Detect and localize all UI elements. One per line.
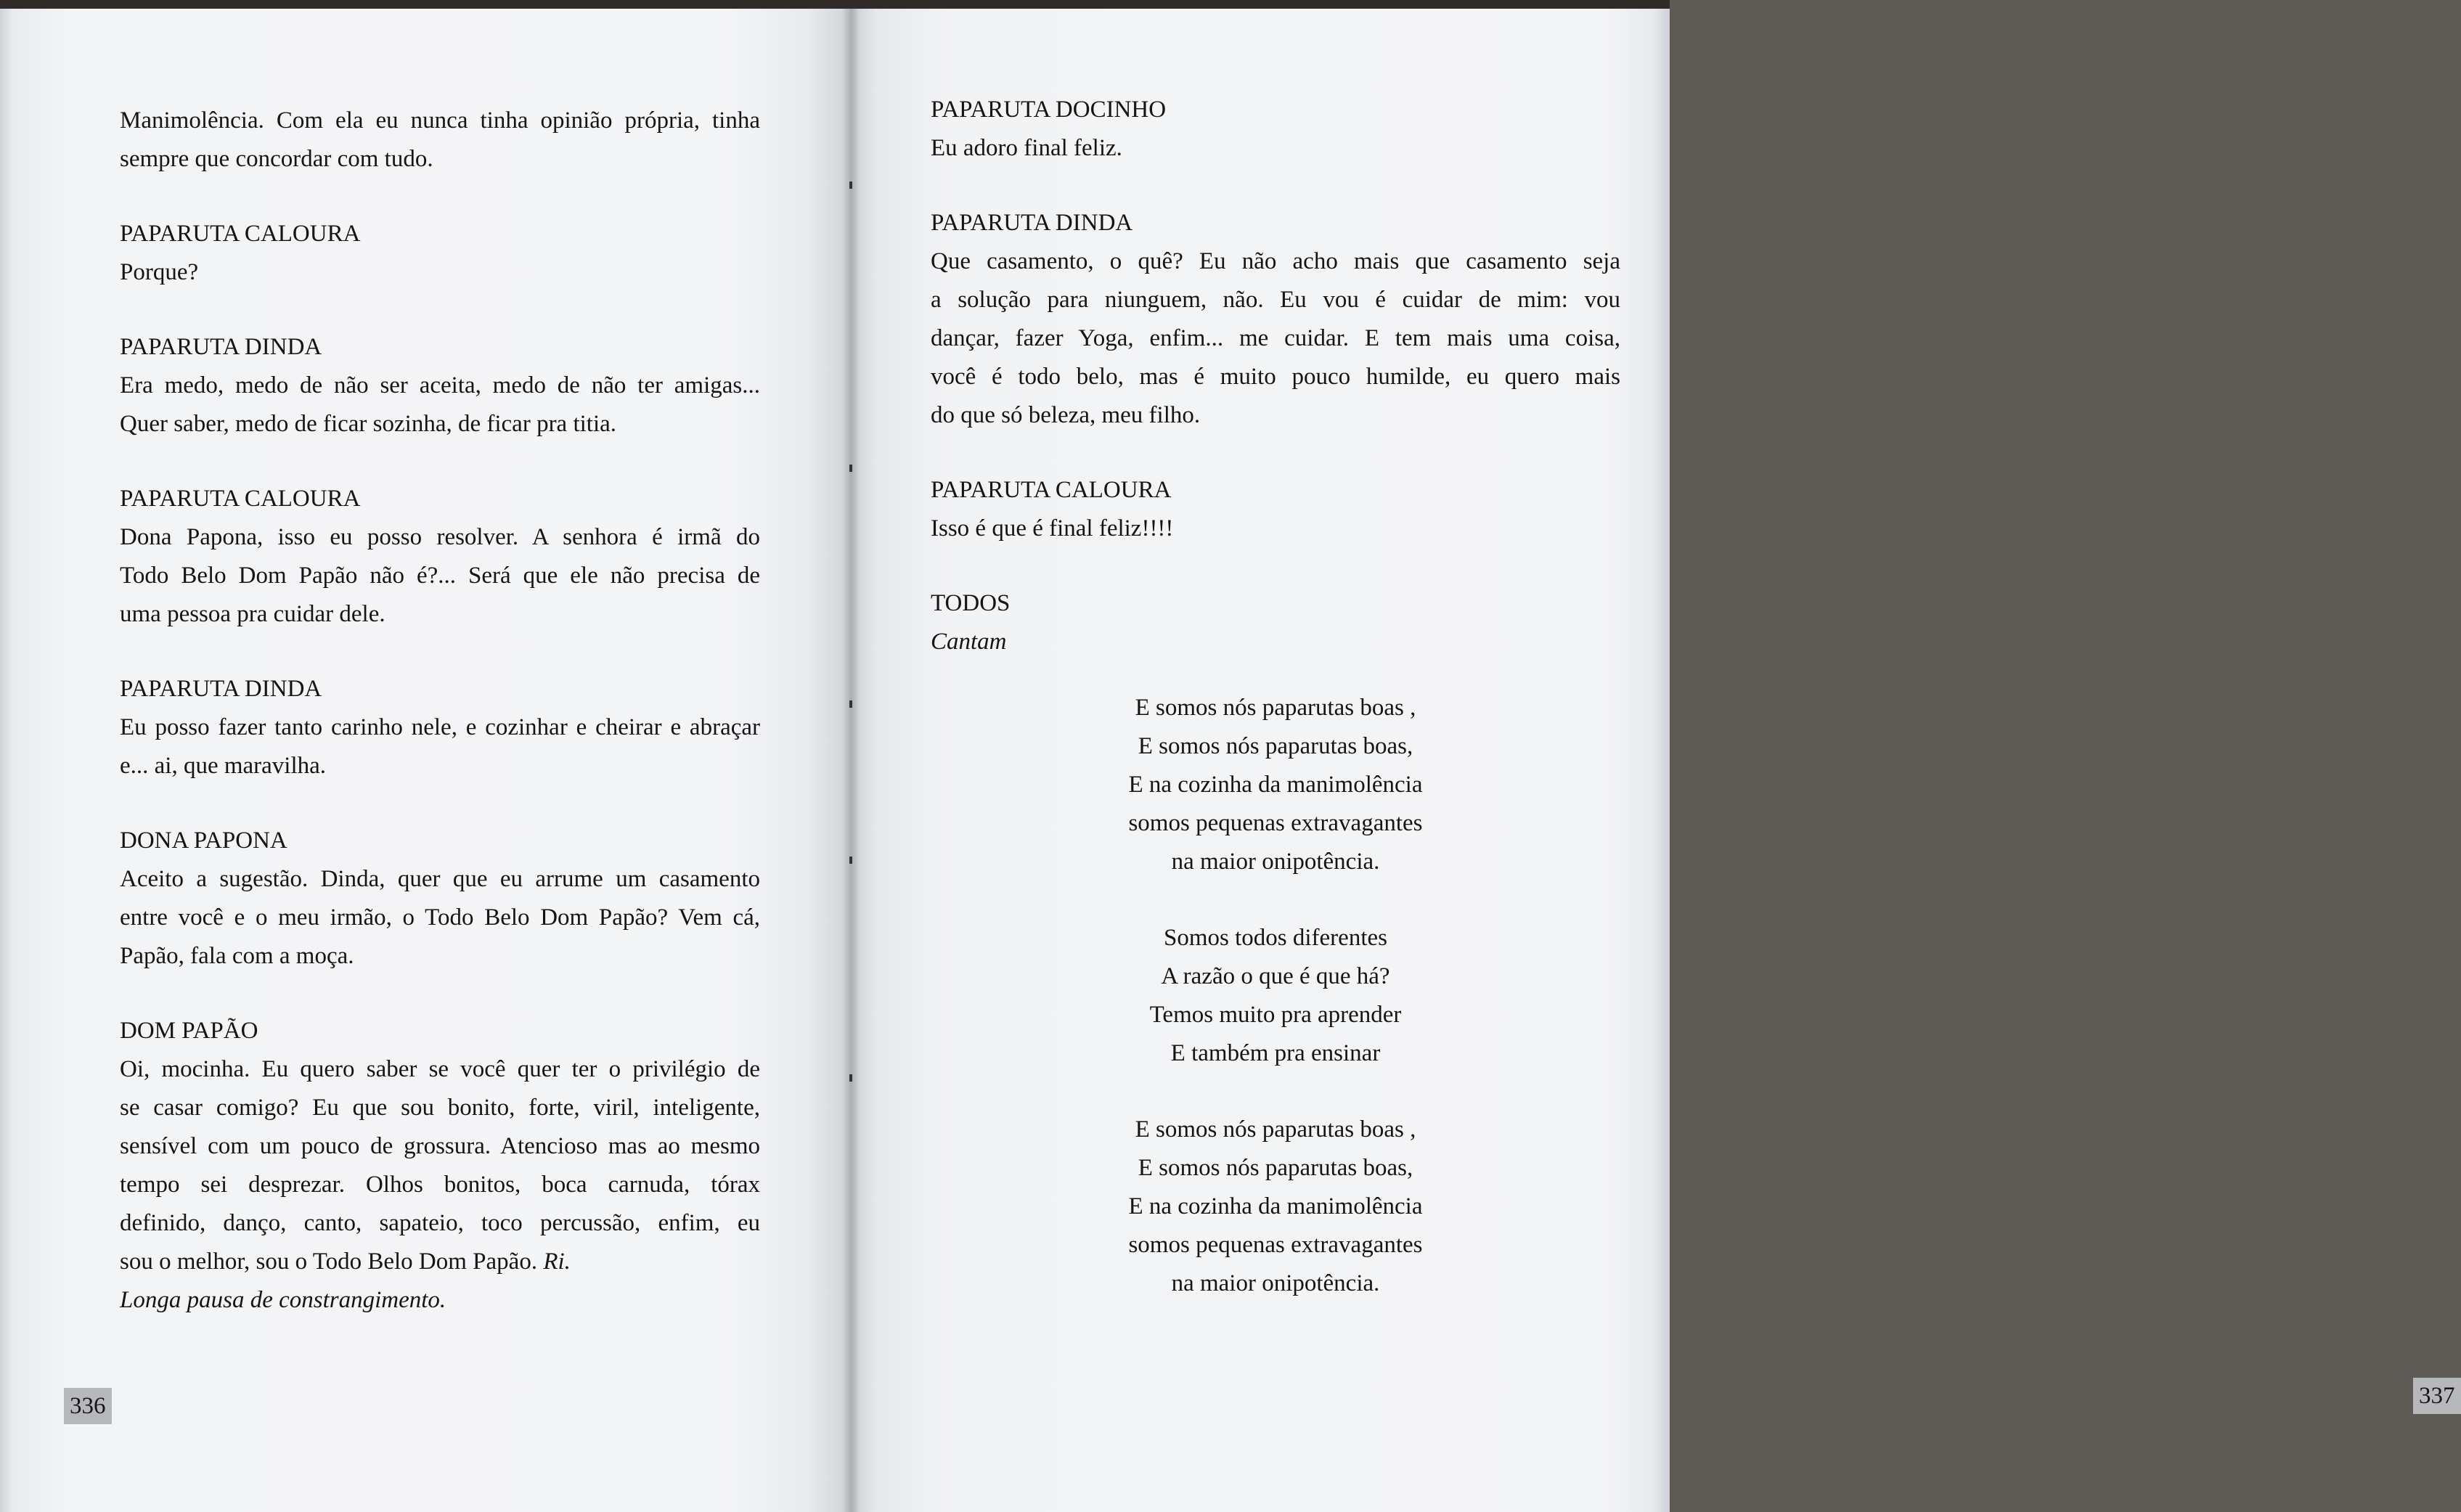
song-line: E na cozinha da manimolência xyxy=(1128,1193,1423,1219)
binding-mark xyxy=(849,1074,852,1082)
binding-mark xyxy=(849,857,852,864)
song-line: somos pequenas extravagantes xyxy=(1128,1232,1423,1258)
stage-direction: Cantam xyxy=(931,629,1007,655)
right-page xyxy=(851,0,2455,1512)
song-line: somos pequenas extravagantes xyxy=(1128,810,1423,836)
dialogue-line: a solução para niunguem, não. Eu vou é cuidar de mim: vou xyxy=(931,287,1620,313)
dialogue-line: Eu posso fazer tanto carinho nele, e cozinhar e cheirar e abraçar xyxy=(120,714,760,740)
dialogue-line: Eu adoro final feliz. xyxy=(931,135,1122,161)
speaker-name: PAPARUTA CALOURA xyxy=(120,221,361,247)
dialogue-line: entre você e o meu irmão, o Todo Belo Dom Papão? Vem cá, xyxy=(120,904,760,931)
speaker-name: PAPARUTA CALOURA xyxy=(120,486,361,512)
speaker-name: PAPARUTA DOCINHO xyxy=(931,97,1167,123)
dialogue-line: Que casamento, o quê? Eu não acho mais que casamento seja xyxy=(931,248,1620,274)
stage-direction: Ri. xyxy=(543,1249,571,1275)
dialogue-line: Quer saber, medo de ficar sozinha, de ficar pra titia. xyxy=(120,411,617,437)
dialogue-line: definido, danço, canto, sapateio, toco percussão, enfim, eu xyxy=(120,1210,760,1236)
song-line: E na cozinha da manimolência xyxy=(1128,772,1423,798)
page-number: 337 xyxy=(2413,1378,2461,1414)
binding-mark xyxy=(849,700,852,708)
speaker-name: PAPARUTA CALOURA xyxy=(931,477,1172,503)
speaker-name: PAPARUTA DINDA xyxy=(120,334,322,360)
dialogue-block xyxy=(120,328,760,444)
speaker-name: PAPARUTA DINDA xyxy=(120,676,322,702)
dialogue-line: tempo sei desprezar. Olhos bonitos, boca carnuda, tórax xyxy=(120,1172,760,1198)
left-page-text xyxy=(120,102,760,1356)
dialogue-block xyxy=(931,91,1620,168)
left-page xyxy=(0,0,851,1512)
dialogue-line: você é todo belo, mas é muito pouco humilde, eu quero mais xyxy=(931,364,1620,390)
speaker-name: PAPARUTA DINDA xyxy=(931,210,1133,236)
page-top-edge xyxy=(851,0,1670,9)
dialogue-text: sou o melhor, sou o Todo Belo Dom Papão. xyxy=(120,1249,538,1275)
song-stanza xyxy=(931,1111,1620,1303)
book-gutter xyxy=(842,0,860,1512)
song-line: E somos nós paparutas boas , xyxy=(1135,1116,1416,1143)
dialogue-line: sempre que concordar com tudo. xyxy=(120,146,433,172)
dialogue-block xyxy=(120,215,760,292)
dialogue-line: Isso é que é final feliz!!!! xyxy=(931,515,1174,542)
song-stanza xyxy=(931,689,1620,881)
dialogue-block xyxy=(931,471,1620,548)
song-line: A razão o que é que há? xyxy=(1161,963,1390,989)
dialogue-line: se casar comigo? Eu que sou bonito, forte, viril, inteligente, xyxy=(120,1095,760,1121)
right-page-text xyxy=(931,91,1620,1341)
dialogue-line: dançar, fazer Yoga, enfim... me cuidar. E tem mais uma coisa, xyxy=(931,325,1620,351)
song-stanza xyxy=(931,919,1620,1073)
dialogue-line: Oi, mocinha. Eu quero saber se você quer ter o privilégio de xyxy=(120,1056,760,1082)
song-line: na maior onipotência. xyxy=(1171,1270,1380,1296)
speaker-name: TODOS xyxy=(931,590,1011,616)
dialogue-line: Manimolência. Com ela eu nunca tinha opinião própria, tinha xyxy=(120,107,760,134)
dialogue-line: sensível com um pouco de grossura. Atencioso mas ao mesmo xyxy=(120,1133,760,1159)
song-line: na maior onipotência. xyxy=(1171,849,1380,875)
song-line: Somos todos diferentes xyxy=(1164,925,1387,951)
dialogue-line: uma pessoa pra cuidar dele. xyxy=(120,601,385,627)
binding-mark xyxy=(849,465,852,472)
speaker-name: DOM PAPÃO xyxy=(120,1018,258,1044)
dialogue-block xyxy=(120,102,760,179)
dialogue-line: e... ai, que maravilha. xyxy=(120,753,327,779)
page-number: 336 xyxy=(64,1388,112,1424)
dialogue-line: Aceito a sugestão. Dinda, quer que eu arrume um casamento xyxy=(120,866,760,892)
dialogue-block xyxy=(120,1012,760,1320)
dialogue-block xyxy=(931,584,1620,661)
page-top-edge xyxy=(0,0,851,9)
song-line: E somos nós paparutas boas, xyxy=(1138,733,1413,759)
dialogue-block xyxy=(120,480,760,634)
dialogue-block xyxy=(120,670,760,785)
song-line: E também pra ensinar xyxy=(1170,1040,1381,1066)
song-line: E somos nós paparutas boas , xyxy=(1135,695,1416,721)
dialogue-line: do que só beleza, meu filho. xyxy=(931,402,1201,428)
binding-mark xyxy=(849,181,852,189)
dialogue-line: Porque? xyxy=(120,259,199,285)
stage-direction: Longa pausa de constrangimento. xyxy=(120,1287,446,1313)
dialogue-line: Todo Belo Dom Papão não é?... Será que ele não precisa de xyxy=(120,563,760,589)
dialogue-block xyxy=(120,822,760,976)
song-line: E somos nós paparutas boas, xyxy=(1138,1155,1413,1181)
dialogue-line xyxy=(120,1243,760,1281)
song-line: Temos muito pra aprender xyxy=(1149,1002,1402,1028)
dialogue-line: Era medo, medo de não ser aceita, medo de não ter amigas... xyxy=(120,372,760,399)
dialogue-line: Dona Papona, isso eu posso resolver. A senhora é irmã do xyxy=(120,524,760,550)
dialogue-line: Papão, fala com a moça. xyxy=(120,943,354,969)
song-lyrics xyxy=(931,689,1620,1303)
speaker-name: DONA PAPONA xyxy=(120,827,287,854)
dialogue-block xyxy=(931,204,1620,435)
